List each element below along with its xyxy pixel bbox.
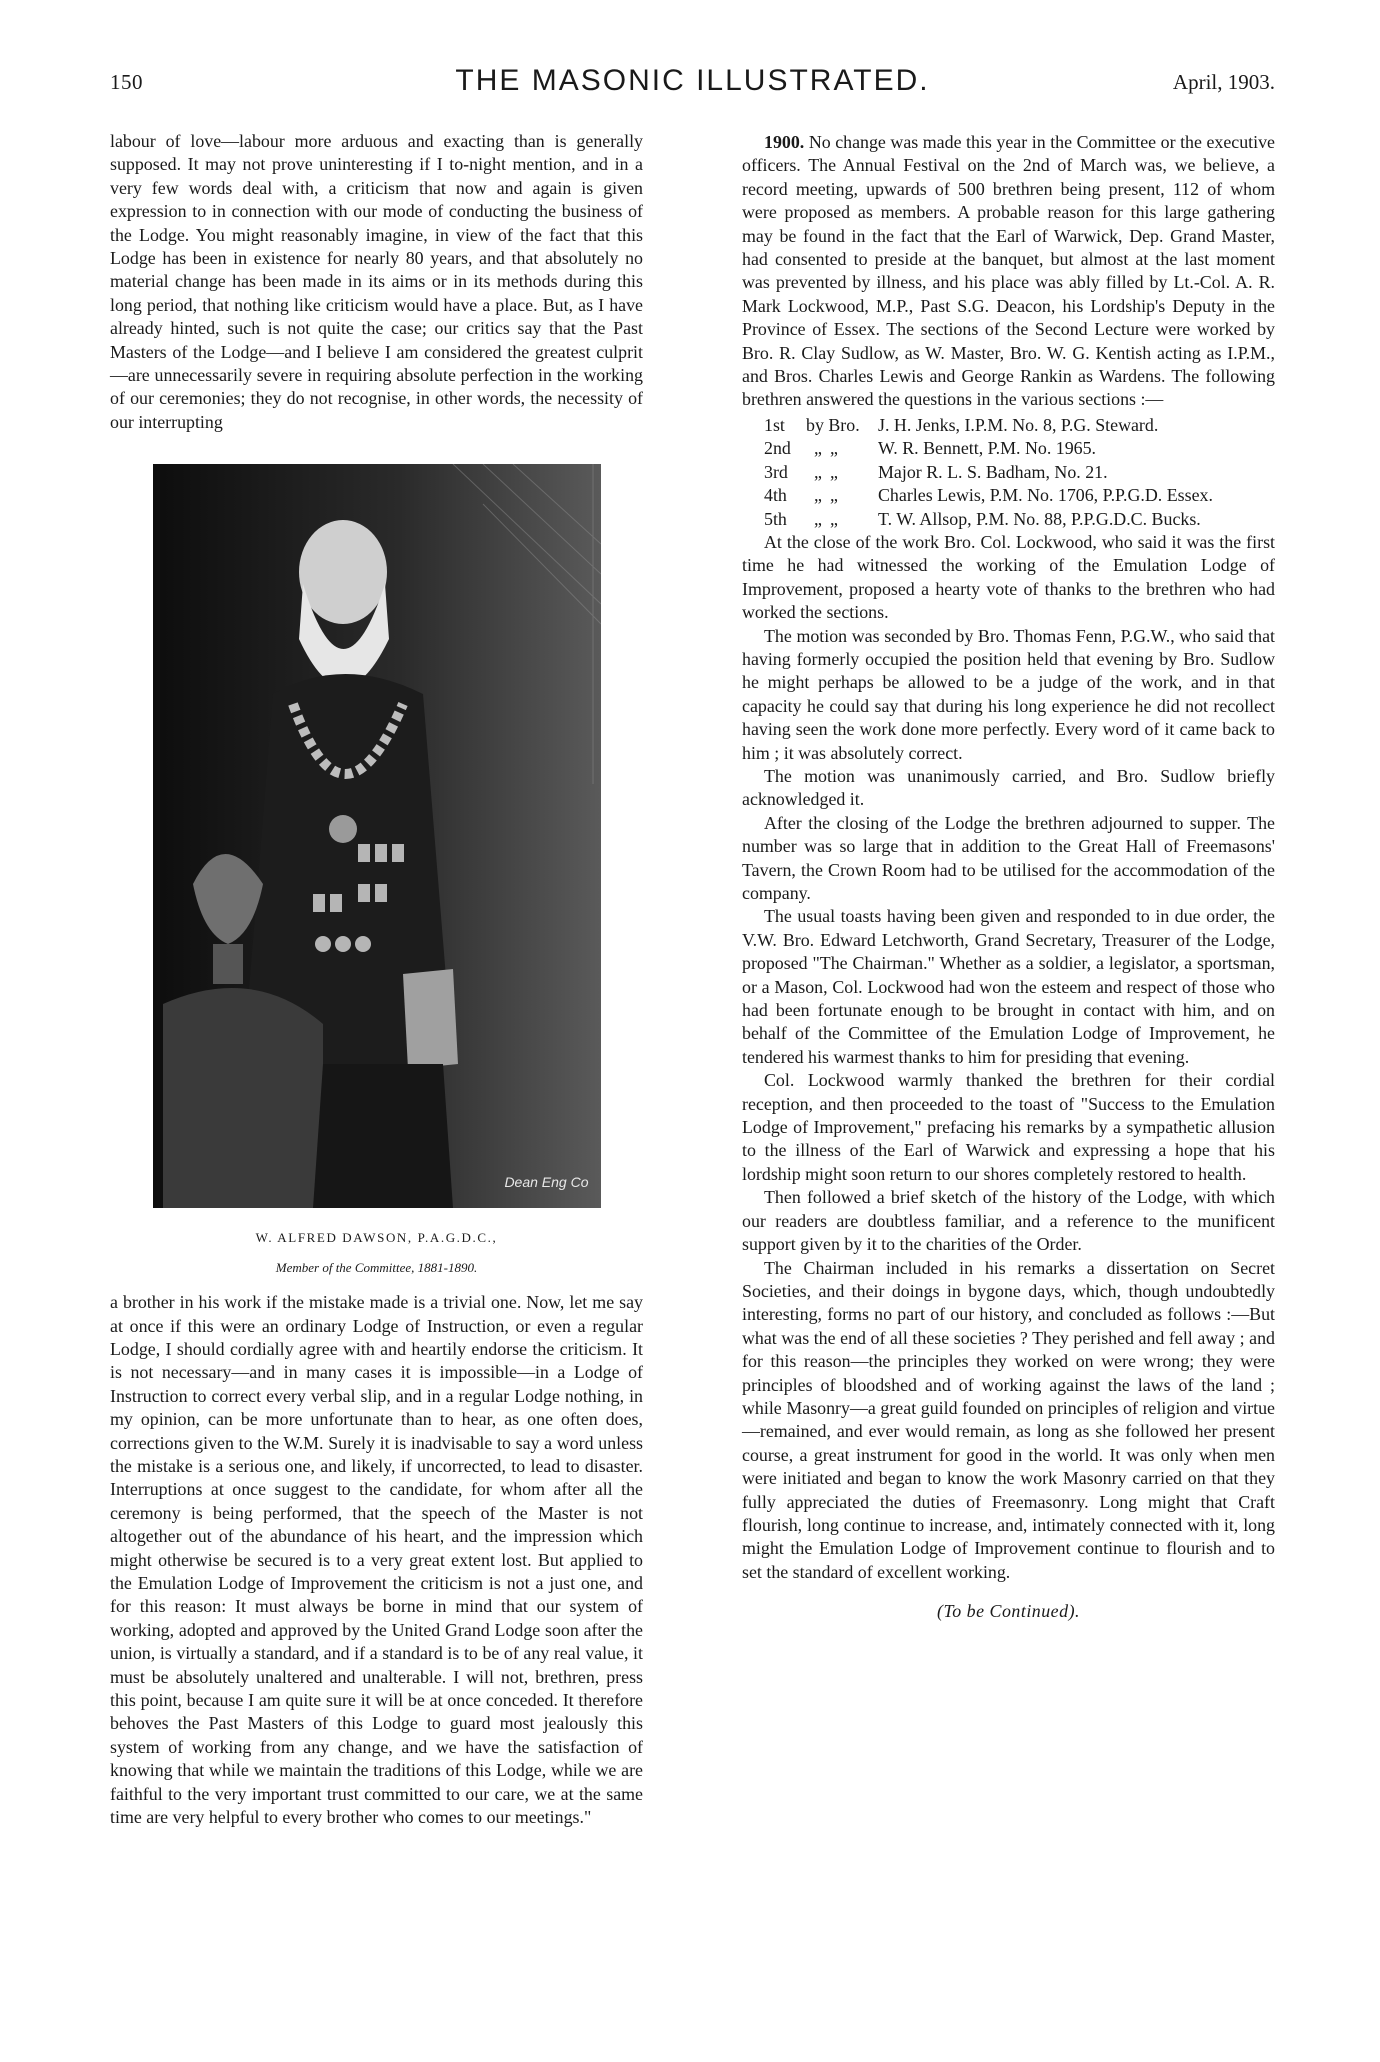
portrait-photo — [153, 464, 601, 1208]
paragraph: The Chairman included in his remarks a dissertation on Secret Societies, and their doings in bygone days, which, though undoubtedly interesting, forms no part of our history, and concluded as follows :—But what was the end of all these societies ? They perished and fell away ; and for this reason—the principles they worked on were wrong; they were principles of bloodshed and of working against the laws of the land ; while Masonry—a great guild founded on principles of religion and virtue—remained, and ever would remain, as long as she followed her present course, a great instrument for good in the world. It was only when men were initiated and began to know the work Masonry carried on that they fully appreciated the duties of Freemasonry. Long might that Craft flourish, long continue to increase, and, intimately connected with it, long might the Emulation Lodge of Improvement continue to flourish and to set the standard of excellent working. — [742, 1257, 1275, 1582]
list-item — [742, 437, 1275, 460]
section-ordinal: 2nd — [764, 438, 791, 459]
paragraph: a brother in his work if the mistake made is a trivial one. Now, let me say at once if this were an ordinary Lodge of Instruction, or even a regular Lodge, I should cordially agree with and heartily endorse the criticism. It is not necessary—and in many cases it is impossible—in a Lodge of Instruction to correct every verbal slip, and in a regular Lodge nothing, in my opinion, can be more unfortunate than to hear, as one often does, corrections given to the W.M. Surely it is inadvisable to say a word unless the mistake is a serious one, and likely, if uncorrected, to lead to disaster. Interruptions at once suggest to the candidate, for whom after all the ceremony is being performed, that the speech of the Master is not altogether out of the abundance of his heart, and the impression which might otherwise be secured is to a very great extent lost. But applied to the Emulation Lodge of Improvement the criticism is not a just one, and for this reason: It must always be borne in mind that our system of working, adopted and approved by the United Grand Lodge soon after the union, is virtually a standard, and if a standard is to be of any real value, it must be absolutely unaltered and unalterable. I will not, brethren, press this point, because I am quite sure it will be at once conceded. It therefore behoves the Past Masters of this Lodge to guard most jealously this system of working from any change, and we have the satisfaction of knowing that while we maintain the traditions of this Lodge, while we are faithful to the very important trust committed to our care, we at the same time are very helpful to every brother who comes to our meetings." — [110, 1292, 643, 1828]
list-item — [742, 508, 1275, 531]
left-column — [110, 130, 643, 1829]
section-brother: Charles Lewis, P.M. No. 1706, P.P.G.D. Essex. — [878, 485, 1213, 506]
paragraph: After the closing of the Lodge the brethren adjourned to supper. The number was so large that in addition to the Great Hall of Freemasons' Tavern, the Crown Room had to be utilised for the accommodation of the company. — [742, 812, 1275, 903]
paragraph: The motion was unanimously carried, and Bro. Sudlow briefly acknowledged it. — [742, 765, 1275, 810]
paragraph: The motion was seconded by Bro. Thomas Fenn, P.G.W., who said that having formerly occupied the position held that evening by Bro. Sudlow he might perhaps be allowed to be a judge of the work, and in that capacity he could say that during his long experience he did not recollect having seen the work done more perfectly. Every word of it came back to him ; it was absolutely correct. — [742, 625, 1275, 763]
section-ordinal: 5th — [764, 508, 787, 529]
paragraph: The usual toasts having been given and responded to in due order, the V.W. Bro. Edward Letchworth, Grand Secretary, Treasurer of the Lodge, proposed "The Chairman." Whether as a soldier, a legislator, a sportsman, or a Mason, Col. Lockwood had won the esteem and respect of those who had been fortunate enough to be brought in contact with him, and on behalf of the Committee of the Emulation Lodge of Improvement, he tendered his warmest thanks to him for presiding that evening. — [742, 906, 1275, 1067]
portrait-figure — [110, 464, 643, 1279]
ditto-mark: „ — [814, 461, 822, 482]
portrait-engraving — [153, 464, 601, 1208]
issue-date: April, 1903. — [1172, 70, 1275, 94]
paragraph: labour of love—labour more arduous and exacting than is generally supposed. It may not prove uninteresting if I to-night mention, and in a very few words deal with, a criticism that now and again is given expression to in connection with our mode of conducting the business of the Lodge. You might reasonably imagine, in view of the fact that this Lodge has been in existence for nearly 80 years, and that absolutely no material change has been made in its aims or in its methods during this long period, that nothing like criticism would have a place. But, as I have already hinted, such is not quite the case; our critics say that the Past Masters of the Lodge—and I believe I am considered the greatest culprit—are unnecessarily severe in requiring absolute perfection in the working of our ceremonies; they do not recognise, in other words, the necessity of our interrupting — [110, 131, 643, 432]
section-ordinal: 4th — [764, 485, 787, 506]
list-item — [742, 484, 1275, 507]
figure-caption-subtitle: Member of the Committee, 1881-1890. — [275, 1259, 478, 1275]
ditto-mark: „ — [814, 485, 822, 506]
section-brother: T. W. Allsop, P.M. No. 88, P.P.G.D.C. Bucks. — [878, 508, 1201, 529]
paragraph: Col. Lockwood warmly thanked the brethren for their cordial reception, and then proceeded to the toast of "Success to the Emulation Lodge of Improvement," prefacing his remarks by a sympathetic allusion to the illness of the Earl of Warwick and expressing a hope that his lordship might soon return to our shores completely restored to health. — [742, 1070, 1275, 1184]
page-header — [110, 64, 1275, 104]
right-column — [742, 131, 1275, 1624]
section-brother: W. R. Bennett, P.M. No. 1965. — [878, 438, 1097, 459]
paragraph: At the close of the work Bro. Col. Lockwood, who said it was the first time he had witnessed the working of the Emulation Lodge of Improvement, proposed a hearty vote of thanks to the brethren who had worked the sections. — [742, 531, 1275, 623]
masthead-title: THE MASONIC ILLUSTRATED. — [455, 64, 930, 97]
ditto-mark: „ — [830, 508, 838, 529]
ditto-mark: „ — [830, 485, 838, 506]
paragraph-text: No change was made this year in the Committee or the executive officers. The Annual Festival on the 2nd of March was, we believe, a record meeting, upwards of 500 brethren being present, 112 of whom were proposed as members. A probable reason for this large gathering may be found in the fact that the Earl of Warwick, Dep. Grand Master, had consented to preside at the banquet, but almost at the last moment was prevented by illness, and his place was ably filled by Lt.-Col. A. R. Mark Lockwood, M.P., Past S.G. Deacon, his Lordship's Deputy in the Province of Essex. The sections of the Second Lecture were worked by Bro. R. Clay Sudlow, as W. Master, Bro. W. G. Kentish acting as I.P.M., and Bros. Charles Lewis and George Rankin as Wardens. The following brethren answered the questions in the various sections :— — [742, 132, 1275, 410]
figure-caption-name: W. ALFRED DAWSON, P.A.G.D.C., — [255, 1230, 498, 1246]
page-number: 150 — [110, 70, 143, 94]
continued-note: (To be Continued). — [936, 1601, 1080, 1622]
ditto-mark: „ — [830, 438, 838, 459]
section-ordinal: 1st — [764, 414, 785, 435]
ditto-mark: „ — [830, 461, 838, 482]
list-item — [742, 414, 1275, 437]
ditto-mark: „ — [814, 438, 822, 459]
paragraph: Then followed a brief sketch of the history of the Lodge, with which our readers are doubtless familiar, and a reference to the munificent support given by it to the charities of the Order. — [742, 1187, 1275, 1255]
list-item — [742, 461, 1275, 484]
sections-list — [742, 414, 1275, 531]
year-label: 1900. — [764, 132, 805, 152]
section-ordinal: 3rd — [764, 461, 788, 482]
paragraph-1900 — [742, 131, 1275, 412]
ditto-mark: „ — [814, 508, 822, 529]
section-brother: J. H. Jenks, I.P.M. No. 8, P.G. Steward. — [878, 414, 1159, 435]
engraver-credit: Dean Eng Co — [504, 1173, 589, 1190]
section-brother: Major R. L. S. Badham, No. 21. — [878, 461, 1108, 482]
section-by: by Bro. — [806, 414, 860, 435]
